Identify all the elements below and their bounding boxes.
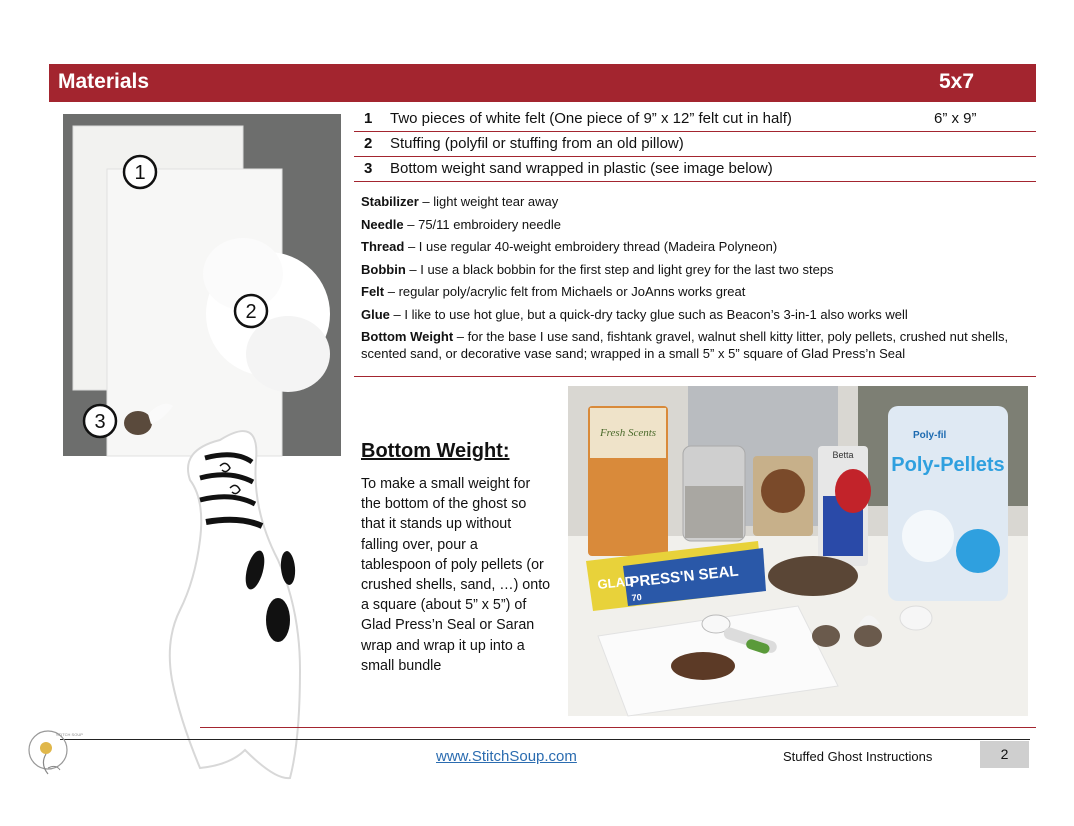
spec-label: Bobbin bbox=[361, 261, 406, 277]
website-link[interactable]: www.StitchSoup.com bbox=[436, 748, 577, 765]
spec-text: – 75/11 embroidery needle bbox=[403, 216, 561, 232]
spec-stabilizer bbox=[361, 193, 1026, 210]
bottom-weight-photo bbox=[568, 386, 1028, 716]
logo-text: STITCH SOUP bbox=[56, 732, 83, 737]
label-3: 3 bbox=[94, 411, 106, 433]
stitch-soup-logo bbox=[26, 728, 83, 780]
spec-label: Felt bbox=[361, 284, 385, 299]
label-1: 1 bbox=[134, 162, 146, 184]
section-header bbox=[49, 64, 1036, 102]
row-number: 1 bbox=[364, 110, 373, 127]
spec-label: Bottom Weight bbox=[361, 329, 454, 344]
label-2: 2 bbox=[245, 301, 257, 323]
fresh-scents-label: Fresh Scents bbox=[599, 427, 657, 439]
spec-label: Glue bbox=[361, 306, 390, 322]
spec-bobbin bbox=[361, 261, 1026, 278]
spec-text: – for the base I use sand, fishtank gravel, walnut shell kitty litter, poly pellets, crushed nut shells, scented sand, or decorative vase sand; wrapped in a small 5” x 5” square of Glad Press’n Seal bbox=[361, 329, 1009, 362]
bottom-weight-text: To make a small weight for the bottom of the ghost so that it stands up without falling over, pour a tablespoon of poly pellets (or crushed shells, sand, …) onto a square (about 5” x 5”) of Glad Press’n Seal or Saran wrap and wrap it up into a small bundle bbox=[361, 476, 551, 674]
spec-glue bbox=[361, 306, 1026, 323]
materials-table bbox=[354, 107, 1036, 182]
document-title: Stuffed Ghost Instructions bbox=[783, 749, 933, 764]
spec-label: Needle bbox=[361, 216, 404, 232]
materials-photo bbox=[63, 114, 341, 456]
spec-label: Stabilizer bbox=[361, 194, 419, 209]
row-dimension: 6” x 9” bbox=[934, 110, 977, 127]
spec-needle bbox=[361, 216, 1026, 233]
spec-text: – light weight tear away bbox=[418, 194, 559, 209]
glad-logo: GLAD bbox=[596, 573, 635, 592]
pressnseal-label: PRESS'N SEAL bbox=[628, 562, 740, 591]
bottom-weight-heading: Bottom Weight: bbox=[361, 440, 510, 462]
divider bbox=[354, 376, 1036, 377]
spec-text: – I use regular 40-weight embroidery thread (Madeira Polyneon) bbox=[404, 239, 778, 254]
hoop-size: 5x7 bbox=[939, 70, 975, 93]
row-number: 2 bbox=[364, 135, 373, 152]
poly-pellets-label: Poly-Pellets bbox=[891, 454, 1005, 476]
materials-row bbox=[354, 107, 1036, 132]
spec-text: – I use a black bobbin for the first step and light grey for the last two steps bbox=[405, 261, 834, 277]
footer-divider bbox=[200, 727, 1036, 728]
spec-text: – regular poly/acrylic felt from Michaels or JoAnns works great bbox=[384, 284, 746, 299]
materials-row bbox=[354, 157, 1036, 182]
spec-text: – I like to use hot glue, but a quick-dry tacky glue such as Beacon’s 3-in-1 also works well bbox=[389, 306, 908, 322]
polyfil-label: Poly-fil bbox=[913, 430, 947, 441]
row-number: 3 bbox=[364, 160, 373, 177]
spec-thread bbox=[361, 238, 1026, 255]
section-title: Materials bbox=[58, 70, 150, 93]
spec-label: Thread bbox=[361, 239, 405, 254]
spec-felt bbox=[361, 283, 1026, 300]
row-text: Bottom weight sand wrapped in plastic (see image below) bbox=[390, 160, 773, 177]
row-text: Two pieces of white felt (One piece of 9” x 12” felt cut in half) bbox=[390, 110, 792, 127]
row-text: Stuffing (polyfil or stuffing from an old pillow) bbox=[390, 135, 684, 152]
page-number: 2 bbox=[980, 741, 1029, 768]
betta-label: Betta bbox=[832, 450, 854, 460]
footer-rule bbox=[60, 739, 1030, 740]
spec-bottom-weight bbox=[361, 328, 1026, 362]
supply-specs bbox=[361, 193, 1026, 368]
materials-row bbox=[354, 132, 1036, 157]
roll-count: 70 bbox=[631, 591, 643, 603]
